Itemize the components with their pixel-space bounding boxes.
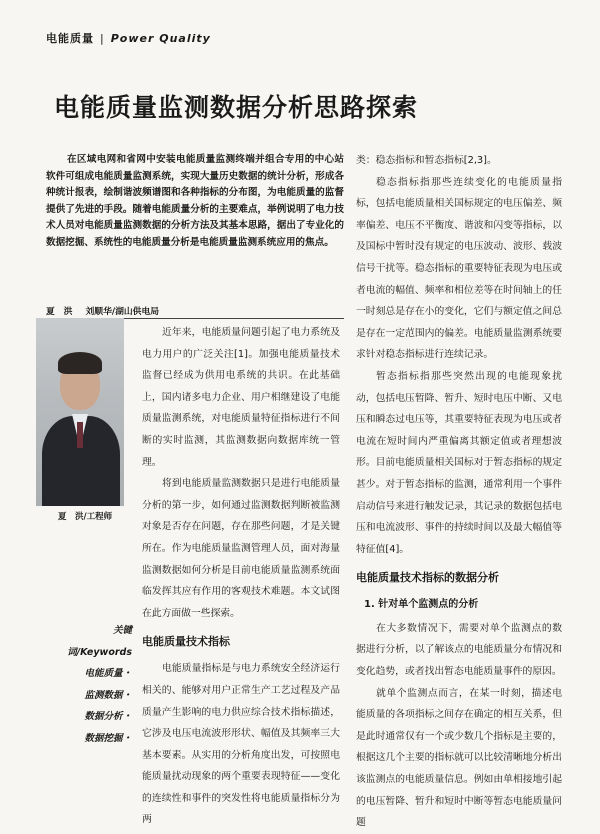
running-header (46, 30, 566, 50)
keyword-item: 数据分析・ (84, 711, 132, 722)
keywords-block (52, 620, 132, 749)
body-paragraph: 类：稳态指标和暂态指标[2,3]。 (356, 155, 497, 166)
body-paragraph: 将到电能质量监测数据只是进行电能质量分析的第一步，如何通过监测数据判断被监测对象是否存在问题，存在那些问题，才是关键所在。作为电能质量监测管理人员，面对海量监测数据如何分析是目前电能质量监测系统面临发挥其应有作用的客观技术难题。本文试图在此方面做一些探索。 (142, 478, 340, 619)
keyword-item: 数据挖掘・ (84, 732, 132, 744)
body-paragraph: 近年来，电能质量问题引起了电力系统及电力用户的广泛关注[1]。加强电能质量技术监督已经成为供用电系统的共识。在此基础上，国内诸多电力企业、用户相继建设了电能质量监测系统，对电能质量特征指标进行不间断的实时监测，其监测数据向数据库统一管理。 (142, 327, 340, 468)
author-1: 夏 洪 (46, 307, 73, 317)
header-separator: | (100, 32, 105, 45)
section-heading: 电能质量技术指标 (142, 635, 230, 649)
header-section-en: Power Quality (110, 32, 211, 45)
article-title: 电能质量监测数据分析思路探索 (54, 93, 419, 122)
body-paragraph: 暂态指标指那些突然出现的电能现象扰动，包括电压暂降、暂升、短时电压中断、又电压和瞬态过电压等，其重要特征表现为电压或者电流在短时间内严重偏离其额定值或者理想波形。目前电能质量相关国标对于暂态指标的规定甚少。对于暂态指标的监测，通常利用一个事件启动信号来进行触发记录，其记录的数据包括电压和电流波形、事件的持续时间以及最大幅值等特征值[4]。 (356, 370, 562, 555)
body-paragraph: 电能质量指标是与电力系统安全经济运行相关的、能够对用户正常生产工艺过程及产品质量产生影响的电力供应综合技术指标描述，它涉及电压电流波形形状、幅值及其频率三大基本要素。从实用的分析角度出发，可按照电能质量扰动现象的两个重要表现特征——变化的连续性和事件的突发性将电能质量指标分为两 (142, 663, 340, 826)
photo-caption: 夏 洪/工程师 (58, 512, 113, 522)
header-section-cn: 电能质量 (46, 32, 94, 45)
body-paragraph: 在大多数情况下，需要对单个监测点的数据进行分析，以了解该点的电能质量分布情况和变化趋势，或者找出暂态电能质量事件的原因。 (356, 622, 562, 678)
body-paragraph: 就单个监测点而言，在某一时刻，描述电能质量的各项指标之间存在确定的相互关系，但是此时通常仅有一个或少数几个指标是主要的，根据这几个主要的指标就可以比较清晰地分析出该监测点的电能质量信息。例如由单相接地引起的电压暂降、暂升和短时中断等暂态电能质量问题 (356, 687, 562, 829)
author-line (46, 302, 344, 317)
body-paragraph: 稳态指标指那些连续变化的电能质量指标，包括电能质量相关国标规定的电压偏差、频率偏差、电压不平衡度、谐波和闪变等指标，以及国标中暂时没有规定的电压波动、波形、载波信号干扰等。稳态指标的重要特征表现为电压或者电流的幅值、频率和相位差等在时间轴上的任一时刻总是存在小的变化，它们与额定值之间总是存在一定范围内的偏差。电能质量监测系统要求针对稳态指标进行连续记录。 (356, 176, 562, 361)
subsection-heading: 1. 针对单个监测点的分析 (364, 599, 479, 611)
keywords-title: 关键词/Keywords (67, 625, 132, 658)
column-middle (142, 322, 340, 831)
keyword-item: 电能质量・ (84, 668, 132, 679)
article-abstract: 在区域电网和省网中安装电能质量监测终端并组合专用的中心站软件可组成电能质量监测系统，实现大量历史数据的统计分析，形成各种统计报表，绘制谐波频谱图和各种指标的分布图，为电能质量的监督提供了先进的手段。随着电能质量分析的主要难点，举例说明了电力技术人员对电能质量监测数据的分析方法及其基本思路，据出了专业化的数据挖掘、系统性的电能质量分析是电能质量监测系统应用的焦点。 (46, 154, 344, 248)
column-right (356, 150, 562, 834)
author-2: 刘顺华/湖山供电局 (85, 307, 160, 317)
author-photo (36, 318, 124, 506)
keyword-item: 监测数据・ (84, 689, 132, 701)
section-heading: 电能质量技术指标的数据分析 (356, 571, 499, 585)
